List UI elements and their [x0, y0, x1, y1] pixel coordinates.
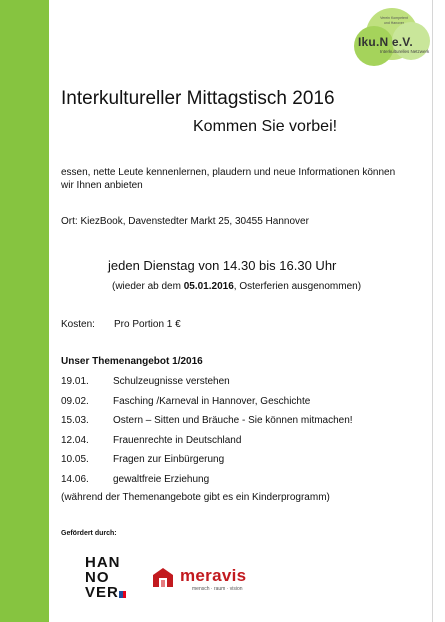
page-title: Interkultureller Mittagstisch 2016 — [61, 88, 335, 109]
topic-date: 15.03. — [61, 415, 89, 426]
cost-label: Kosten: — [61, 319, 95, 330]
cost-value: Pro Portion 1 € — [114, 319, 181, 330]
topics-heading: Unser Themenangebot 1/2016 — [61, 356, 203, 367]
topic-date: 14.06. — [61, 473, 89, 485]
schedule-note — [112, 281, 361, 292]
intro-text: essen, nette Leute kennenlernen, plaudern und neue Informationen können wir Ihnen anbieten — [61, 167, 396, 191]
hannover-logo — [85, 555, 123, 600]
topic-text: gewaltfreie Erziehung — [113, 473, 210, 485]
hannover-line: VER — [85, 584, 119, 601]
topic-text: Frauenrechte in Deutschland — [113, 434, 242, 446]
green-side-bar — [0, 0, 49, 622]
page-subtitle: Kommen Sie vorbei! — [193, 118, 338, 135]
logo-subtitle: Interkulturelles Netzwerk — [380, 49, 430, 54]
meravis-house-icon — [152, 566, 174, 588]
meravis-logo — [152, 566, 272, 596]
topic-text: Ostern – Sitten und Bräuche - Sie können mitmachen! — [113, 415, 353, 426]
topic-text: Fragen zur Einbürgerung — [113, 454, 225, 465]
topic-text: Schulzeugnisse verstehen — [113, 376, 230, 387]
hannover-line: NO — [85, 569, 110, 586]
topic-date: 19.01. — [61, 376, 89, 387]
logo-tiny-text: Verein Kompetent und Hanover — [380, 16, 408, 25]
location-text: Ort: KiezBook, Davenstedter Markt 25, 30455 Hannover — [61, 216, 309, 227]
hannover-line: HAN — [85, 554, 121, 571]
topic-date: 10.05. — [61, 454, 89, 465]
schedule-note-date: 05.01.2016 — [183, 281, 234, 292]
meravis-tagline: mensch · raum · vision — [192, 586, 243, 592]
topic-text: Fasching /Karneval in Hannover, Geschichte — [113, 395, 311, 407]
logo-name: Iku.N e.V. — [358, 35, 413, 49]
schedule-note-prefix: (wieder ab dem — [112, 281, 184, 292]
sponsors-label: Gefördert durch: — [61, 530, 117, 537]
topic-date: 09.02. — [61, 395, 89, 407]
meravis-name: meravis — [180, 566, 247, 585]
schedule-main: jeden Dienstag von 14.30 bis 16.30 Uhr — [108, 258, 337, 273]
children-program-note: (während der Themenangebote gibt es ein Kinderprogramm) — [61, 492, 330, 503]
schedule-note-suffix: , Osterferien ausgenommen) — [233, 281, 362, 292]
hannover-blue-square — [119, 591, 123, 598]
ikun-logo — [354, 8, 434, 70]
topic-date: 12.04. — [61, 434, 89, 446]
